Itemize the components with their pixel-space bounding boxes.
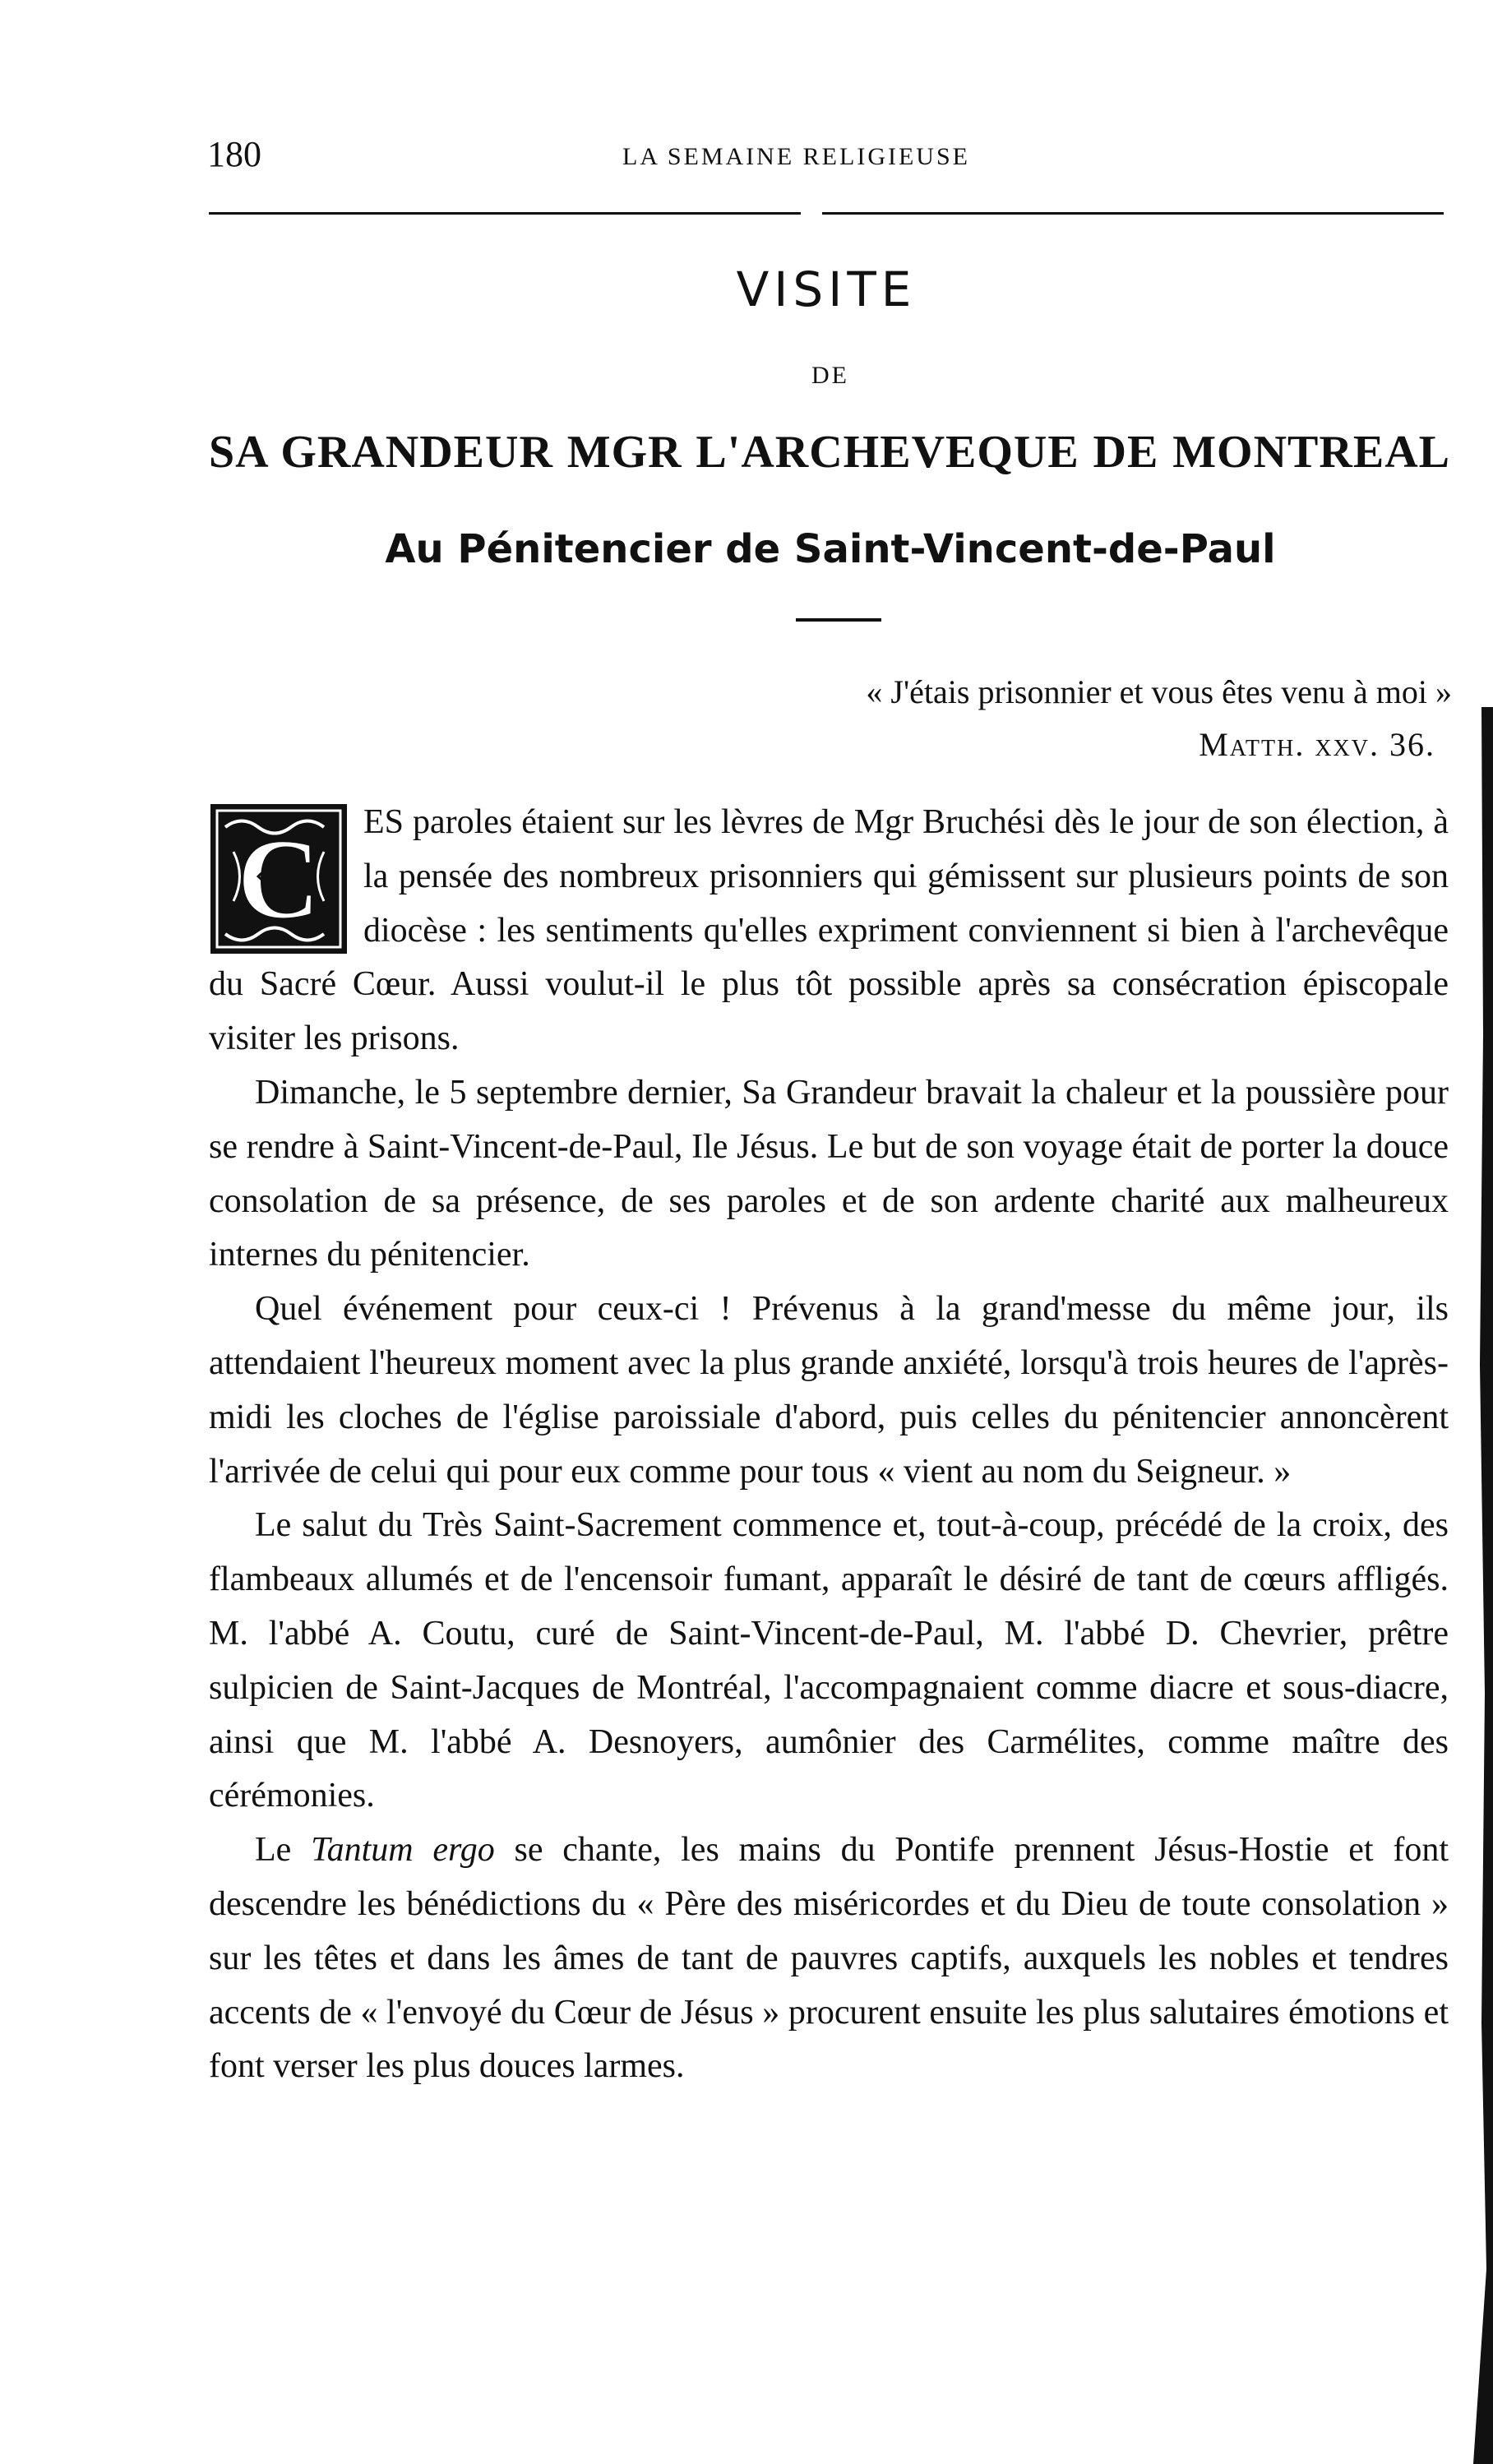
paragraph-5-rest: se chante, les mains du Pontife prennent Jésus-Hostie et font descendre les bénédictions du « Père des miséricordes et du Dieu de toute consolation » sur les têtes et dans les âmes de tant de pauvres captifs, auxquels les nobles et tendres accents de « l'envoyé du Cœur de Jésus » procurent ensuite les plus salutaires émotions et font verser les plus douces larmes. <box>209 1831 1449 2086</box>
paragraph-1: ES paroles étaient sur les lèvres de Mgr Bruchési dès le jour de son élection, à la pensée des nombreux prisonniers qui gémissent sur plusieurs points de son diocèse : les sentiments qu'elles expriment conviennent si bien à l'archevêque du Sacré Cœur. Aussi voulut-il le plus tôt possible après sa consécration épiscopale visiter les prisons. <box>209 803 1449 1058</box>
title-connector: DE <box>811 362 849 389</box>
paragraph-2: Dimanche, le 5 septembre dernier, Sa Grandeur bravait la chaleur et la poussière pour se rendre à Saint-Vincent-de-Paul, Ile Jésus. Le but de son voyage était de porter la douce consolation de sa présence, de ses paroles et de son ardente charité aux malheureux internes du pénitencier. <box>209 1073 1449 1274</box>
article-subheadline: Au Pénitencier de Saint-Vincent-de-Paul <box>385 526 1276 572</box>
page-header <box>207 133 1454 183</box>
svg-text:C: C <box>237 816 321 943</box>
scan-edge-shadow <box>1465 707 1493 2464</box>
epigraph <box>866 666 1452 771</box>
article-headline: SA GRANDEUR MGR L'ARCHEVEQUE DE MONTREAL <box>209 427 1450 478</box>
article-title: VISITE <box>736 261 917 317</box>
paragraph-5 <box>209 1824 1449 2094</box>
article-body <box>209 796 1449 2094</box>
page-number: 180 <box>207 134 261 174</box>
epigraph-quote: « J'étais prisonnier et vous êtes venu à moi » <box>866 673 1452 710</box>
paragraph-5-start: Le <box>255 1831 312 1870</box>
ornamental-initial-icon <box>209 802 349 955</box>
paragraph-3: Quel événement pour ceux-ci ! Prévenus à la grand'messe du même jour, ils attendaient l'heureux moment avec la plus grande anxiété, lorsqu'à trois heures de l'après-midi les cloches de l'église paroissiale d'abord, puis celles du pénitencier annoncèrent l'arrivée de celui qui pour eux comme pour tous « vient au nom du Seigneur. » <box>209 1290 1449 1491</box>
epigraph-reference: Matth. xxv. 36. <box>1199 726 1435 763</box>
header-rule-right <box>822 212 1444 215</box>
running-head: LA SEMAINE RELIGIEUSE <box>622 143 970 170</box>
paragraph-4: Le salut du Très Saint-Sacrement commence et, tout-à-coup, précédé de la croix, des flambeaux allumés et de l'encensoir fumant, apparaît le désiré de tant de cœurs affligés. M. l'abbé A. Coutu, curé de Saint-Vincent-de-Paul, M. l'abbé D. Chevrier, prêtre sulpicien de Saint-Jacques de Montréal, l'accompagnaient comme diacre et sous-diacre, ainsi que M. l'abbé A. Desnoyers, aumônier des Carmélites, comme maître des cérémonies. <box>209 1506 1449 1815</box>
tantum-ergo-italic: Tantum ergo <box>311 1831 495 1870</box>
section-divider <box>796 618 881 622</box>
dropcap-ornament <box>209 802 349 955</box>
header-rule-left <box>209 212 801 215</box>
